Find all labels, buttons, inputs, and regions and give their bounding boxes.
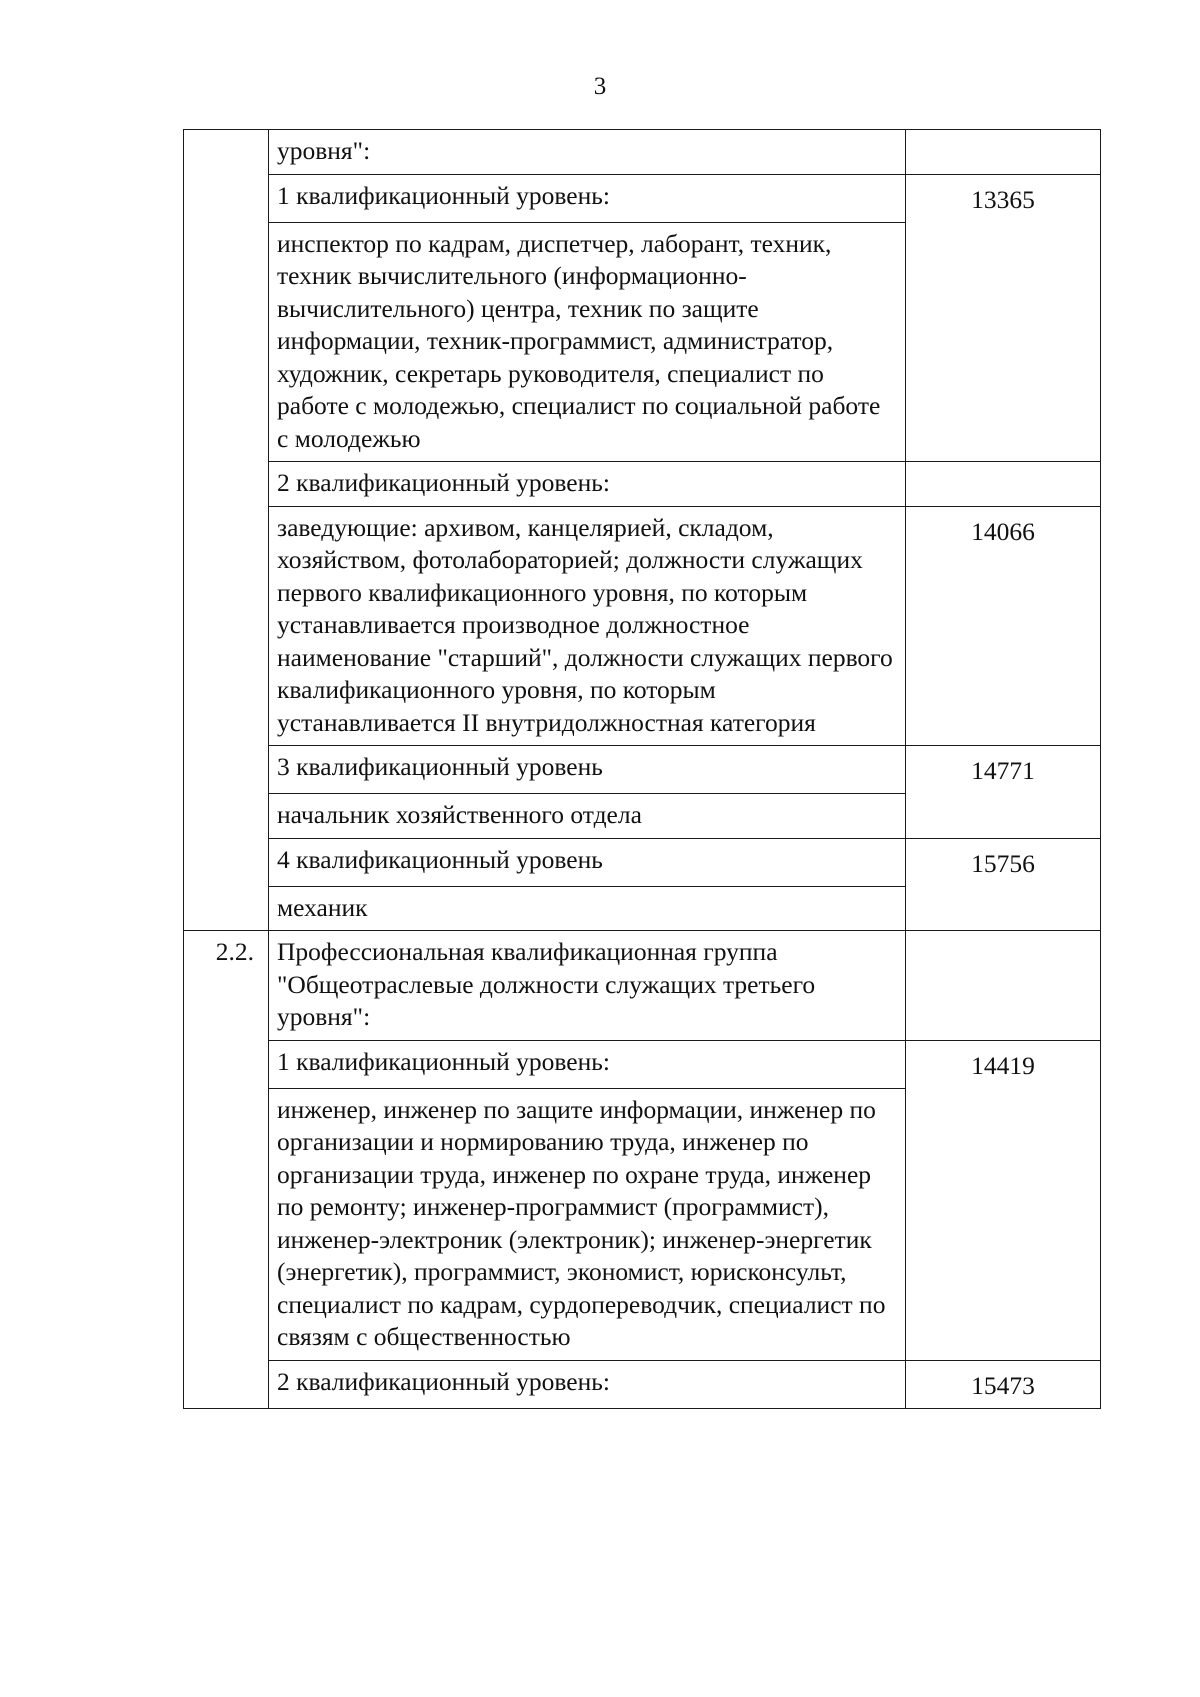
row-value-cell: 14066 — [906, 506, 1101, 746]
row-value-cell — [906, 130, 1101, 175]
table-row — [184, 794, 1101, 839]
table-row — [184, 1040, 1101, 1088]
table-row — [184, 886, 1101, 931]
row-text-cell: 1 квалификационный уровень: — [269, 1040, 906, 1088]
row-text-cell: механик — [269, 886, 906, 931]
row-number-cell — [184, 794, 269, 839]
salary-table — [183, 129, 1101, 1409]
row-value-cell — [906, 1088, 1101, 1360]
row-number-cell — [184, 1040, 269, 1088]
table-row — [184, 838, 1101, 886]
row-value-cell — [906, 222, 1101, 462]
row-value-cell — [906, 886, 1101, 931]
row-text-cell: уровня": — [269, 130, 906, 175]
row-number-cell — [184, 174, 269, 222]
row-text-cell: инспектор по кадрам, диспетчер, лаборант, техник, техник вычислительного (информационно-вычислительного) центра, техник по защите информации, техник-программист, администратор, художник, секретарь руководителя, специалист по работе с молодежью, специалист по социальной работе с молодежью — [269, 222, 906, 462]
row-value-cell — [906, 794, 1101, 839]
row-text-cell: заведующие: архивом, канцелярией, складом, хозяйством, фотолабораторией; должности служащих первого квалификационного уровня, по которым устанавливается производное должностное наименование "старший", должности служащих первого квалификационного уровня, по которым устанавливается II внутридолжностная категория — [269, 506, 906, 746]
row-text-cell: 4 квалификационный уровень — [269, 838, 906, 886]
table-row — [184, 222, 1101, 462]
page-number: 3 — [593, 73, 607, 100]
row-number-cell — [184, 462, 269, 507]
row-value-cell — [906, 462, 1101, 507]
table-row — [184, 931, 1101, 1041]
row-value-cell: 15473 — [906, 1360, 1101, 1409]
table-row — [184, 1088, 1101, 1360]
row-text-cell: 1 квалификационный уровень: — [269, 174, 906, 222]
row-value-cell: 14419 — [906, 1040, 1101, 1088]
row-number-cell — [184, 1088, 269, 1360]
row-number-cell — [184, 886, 269, 931]
table-row — [184, 174, 1101, 222]
row-number-cell — [184, 746, 269, 794]
row-text-cell: Профессиональная квалификационная группа "Общеотраслевые должности служащих третьего уровня": — [269, 931, 906, 1041]
row-value-cell: 14771 — [906, 746, 1101, 794]
row-number-cell — [184, 222, 269, 462]
row-number-cell — [184, 506, 269, 746]
row-number-cell: 2.2. — [184, 931, 269, 1041]
row-text-cell: начальник хозяйственного отдела — [269, 794, 906, 839]
table-row — [184, 1360, 1101, 1409]
table-row — [184, 130, 1101, 175]
row-text-cell: 3 квалификационный уровень — [269, 746, 906, 794]
row-value-cell — [906, 931, 1101, 1041]
row-value-cell: 15756 — [906, 838, 1101, 886]
table-row — [184, 746, 1101, 794]
table-row — [184, 506, 1101, 746]
row-number-cell — [184, 130, 269, 175]
row-text-cell: 2 квалификационный уровень: — [269, 1360, 906, 1409]
table-row — [184, 462, 1101, 507]
row-number-cell — [184, 838, 269, 886]
row-number-cell — [184, 1360, 269, 1409]
row-text-cell: 2 квалификационный уровень: — [269, 462, 906, 507]
row-text-cell: инженер, инженер по защите информации, инженер по организации и нормированию труда, инженер по организации труда, инженер по охране труда, инженер по ремонту; инженер-программист (программист), инженер-электроник (электроник); инженер-энергетик (энергетик), программист, экономист, юрисконсульт, специалист по кадрам, сурдопереводчик, специалист по связям с общественностью — [269, 1088, 906, 1360]
row-value-cell: 13365 — [906, 174, 1101, 222]
